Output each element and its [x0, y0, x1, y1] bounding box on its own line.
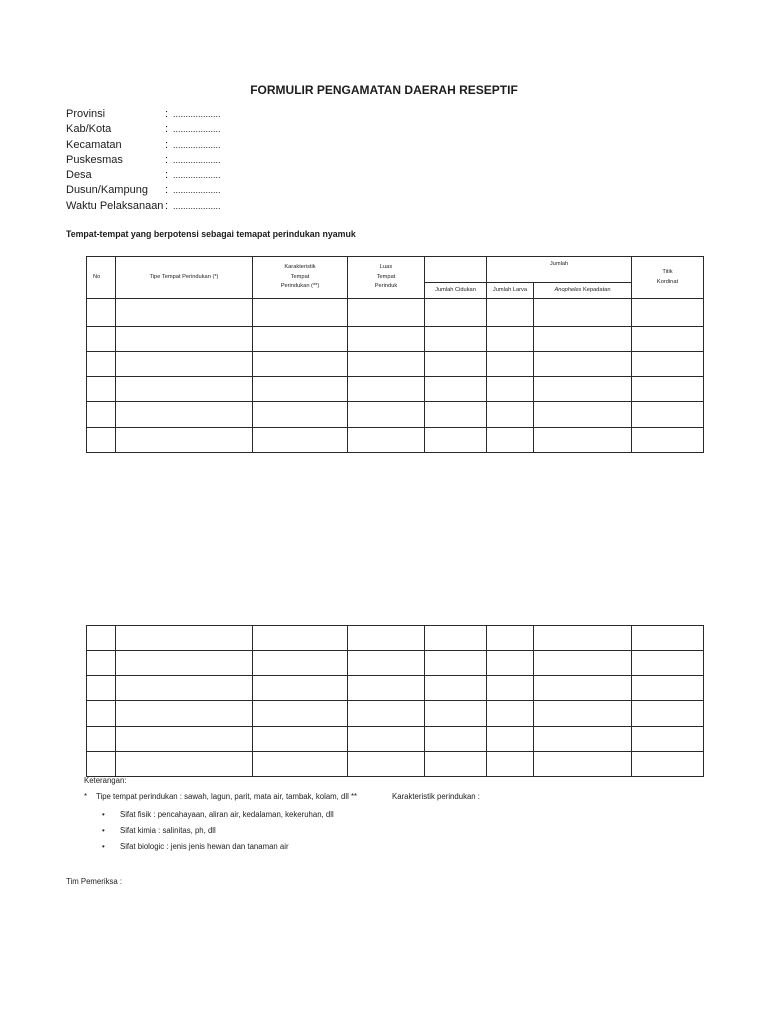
cell-anopheles-kepadatan	[534, 651, 632, 676]
field-label: Dusun/Kampung	[66, 184, 148, 197]
field-dusun-kampung	[66, 183, 221, 198]
notes-heading: Keterangan:	[84, 776, 127, 785]
cell-luas	[348, 676, 425, 701]
cell-luas	[348, 428, 425, 453]
cell-no	[87, 676, 116, 701]
header-line: Tempat	[290, 273, 310, 280]
cell-no	[87, 299, 116, 327]
cell-tipe	[116, 727, 253, 752]
cell-tipe	[116, 428, 253, 453]
table-header-row	[87, 257, 704, 283]
cell-jumlah-cidukan	[425, 727, 487, 752]
cell-anopheles-kepadatan	[534, 402, 632, 428]
signature-label: Tim Pemeriksa :	[66, 877, 123, 886]
cell-luas	[348, 752, 425, 777]
cell-no	[87, 327, 116, 352]
cell-anopheles-kepadatan	[534, 727, 632, 752]
cell-jumlah-larva	[487, 327, 534, 352]
field-separator: :	[165, 184, 169, 197]
cell-jumlah-larva	[487, 626, 534, 651]
cell-karakteristik	[253, 752, 348, 777]
table-row	[87, 377, 704, 402]
cell-tipe	[116, 701, 253, 727]
cell-tipe	[116, 676, 253, 701]
cell-jumlah-larva	[487, 752, 534, 777]
cell-jumlah-larva	[487, 402, 534, 428]
cell-tipe	[116, 352, 253, 377]
cell-titik-kordinat	[632, 701, 704, 727]
field-label: Kecamatan	[66, 138, 122, 151]
header-anopheles-kepadatan	[534, 283, 632, 299]
cell-titik-kordinat	[632, 402, 704, 428]
note-bullet-item: Sifat fisik : pencahayaan, aliran air, kedalaman, kekeruhan, dll	[120, 810, 334, 819]
cell-jumlah-larva	[487, 676, 534, 701]
cell-tipe	[116, 327, 253, 352]
field-value: ...................	[173, 109, 221, 119]
bullet-icon	[102, 826, 105, 835]
cell-karakteristik	[253, 676, 348, 701]
bullet-icon	[102, 810, 105, 819]
cell-titik-kordinat	[632, 352, 704, 377]
cell-luas	[348, 651, 425, 676]
table-row	[87, 752, 704, 777]
header-kepadatan: Kepadatan	[582, 286, 611, 293]
cell-jumlah-larva	[487, 428, 534, 453]
cell-jumlah-larva	[487, 299, 534, 327]
header-line: Kordinat	[656, 278, 679, 285]
cell-luas	[348, 299, 425, 327]
cell-karakteristik	[253, 402, 348, 428]
cell-karakteristik	[253, 727, 348, 752]
cell-jumlah-cidukan	[425, 402, 487, 428]
cell-anopheles-kepadatan	[534, 676, 632, 701]
cell-titik-kordinat	[632, 727, 704, 752]
cell-no	[87, 377, 116, 402]
cell-no	[87, 651, 116, 676]
cell-jumlah-cidukan	[425, 327, 487, 352]
cell-anopheles-kepadatan	[534, 626, 632, 651]
cell-jumlah-larva	[487, 727, 534, 752]
cell-titik-kordinat	[632, 377, 704, 402]
field-kab-kota	[66, 122, 221, 137]
header-luas	[348, 257, 425, 299]
cell-no	[87, 752, 116, 777]
header-tipe: Tipe Tempat Perindukan (*)	[116, 257, 253, 299]
field-provinsi	[66, 107, 221, 122]
cell-luas	[348, 352, 425, 377]
bullet-icon	[102, 842, 105, 851]
field-separator: :	[165, 123, 169, 136]
header-line: Perinduk	[374, 283, 398, 290]
cell-jumlah-larva	[487, 352, 534, 377]
table-row	[87, 327, 704, 352]
cell-karakteristik	[253, 626, 348, 651]
cell-karakteristik	[253, 327, 348, 352]
cell-no	[87, 701, 116, 727]
field-waktu-pelaksanaan	[66, 199, 221, 214]
section-heading: Tempat-tempat yang berpotensi sebagai temapat perindukan nyamuk	[66, 229, 356, 239]
field-label: Desa	[66, 169, 92, 182]
cell-jumlah-cidukan	[425, 299, 487, 327]
table-row	[87, 651, 704, 676]
cell-titik-kordinat	[632, 327, 704, 352]
cell-jumlah-cidukan	[425, 752, 487, 777]
field-value: ...................	[173, 154, 221, 165]
cell-anopheles-kepadatan	[534, 752, 632, 777]
header-jumlah-cidukan: Jumlah Cidukan	[425, 283, 487, 299]
cell-anopheles-kepadatan	[534, 701, 632, 727]
cell-tipe	[116, 377, 253, 402]
bullet-icon	[102, 842, 105, 851]
cell-luas	[348, 727, 425, 752]
cell-karakteristik	[253, 352, 348, 377]
cell-anopheles-kepadatan	[534, 428, 632, 453]
identity-fields	[66, 107, 221, 214]
cell-jumlah-cidukan	[425, 651, 487, 676]
field-value: ...................	[173, 200, 221, 211]
cell-titik-kordinat	[632, 752, 704, 777]
cell-karakteristik	[253, 651, 348, 676]
cell-jumlah-cidukan	[425, 352, 487, 377]
cell-no	[87, 428, 116, 453]
table-row	[87, 727, 704, 752]
field-separator: :	[165, 153, 169, 166]
cell-luas	[348, 701, 425, 727]
header-line: Perindukan (**)	[280, 283, 320, 290]
field-value: ...................	[173, 170, 221, 181]
table-row	[87, 701, 704, 727]
breeding-site-table	[86, 256, 704, 453]
cell-jumlah-cidukan	[425, 701, 487, 727]
note-bullet-item: Sifat biologic : jenis jenis hewan dan tanaman air	[120, 842, 289, 851]
header-empty	[425, 257, 487, 283]
header-no: No	[87, 257, 116, 299]
table-row	[87, 299, 704, 327]
table-row	[87, 352, 704, 377]
cell-luas	[348, 626, 425, 651]
table-row	[87, 676, 704, 701]
cell-jumlah-cidukan	[425, 626, 487, 651]
cell-no	[87, 626, 116, 651]
cell-karakteristik	[253, 377, 348, 402]
header-titik-kordinat	[632, 257, 704, 299]
header-anopheles: Anopheles	[554, 286, 582, 293]
table-row	[87, 626, 704, 651]
field-separator: :	[165, 108, 169, 120]
header-karakteristik	[253, 257, 348, 299]
field-separator: :	[165, 169, 169, 182]
cell-luas	[348, 327, 425, 352]
cell-karakteristik	[253, 299, 348, 327]
field-value: ...................	[173, 124, 221, 135]
cell-tipe	[116, 752, 253, 777]
form-title: FORMULIR PENGAMATAN DAERAH RESEPTIF	[250, 83, 518, 97]
cell-tipe	[116, 626, 253, 651]
cell-anopheles-kepadatan	[534, 299, 632, 327]
field-label: Kab/Kota	[66, 123, 112, 136]
field-label: Waktu Pelaksanaan	[66, 199, 164, 212]
table-body	[87, 299, 704, 453]
notes-marker: *	[84, 792, 88, 801]
cell-jumlah-cidukan	[425, 676, 487, 701]
header-jumlah-group: Jumlah	[487, 257, 632, 283]
field-label: Provinsi	[66, 108, 106, 120]
cell-tipe	[116, 402, 253, 428]
header-jumlah-larva: Jumlah Larva	[487, 283, 534, 299]
cell-no	[87, 402, 116, 428]
cell-titik-kordinat	[632, 626, 704, 651]
field-kecamatan	[66, 138, 221, 153]
cell-jumlah-larva	[487, 377, 534, 402]
cell-jumlah-larva	[487, 701, 534, 727]
notes-karakteristik: Karakteristik perindukan :	[392, 792, 480, 801]
cell-anopheles-kepadatan	[534, 327, 632, 352]
cell-luas	[348, 377, 425, 402]
notes-tipe: Tipe tempat perindukan : sawah, lagun, parit, mata air, tambak, kolam, dll **	[96, 792, 358, 801]
cell-titik-kordinat	[632, 428, 704, 453]
header-line: Tempat	[376, 273, 396, 280]
cell-karakteristik	[253, 701, 348, 727]
field-value: ...................	[173, 139, 221, 150]
cell-tipe	[116, 299, 253, 327]
cell-karakteristik	[253, 428, 348, 453]
cell-titik-kordinat	[632, 676, 704, 701]
breeding-site-table-continued	[86, 625, 704, 777]
field-puskesmas	[66, 153, 221, 168]
header-line: Luas	[379, 264, 393, 271]
note-bullet-item: Sifat kimia : salinitas, ph, dll	[120, 826, 216, 835]
table-row	[87, 428, 704, 453]
cell-no	[87, 727, 116, 752]
header-line: Karakteristik	[284, 264, 316, 271]
cell-jumlah-cidukan	[425, 377, 487, 402]
field-desa	[66, 168, 221, 183]
cell-jumlah-larva	[487, 651, 534, 676]
header-line: Titik	[662, 269, 673, 276]
field-separator: :	[165, 199, 169, 212]
bullet-icon	[102, 826, 105, 835]
field-value: ...................	[173, 185, 221, 196]
field-label: Puskesmas	[66, 153, 123, 166]
cell-no	[87, 352, 116, 377]
cell-anopheles-kepadatan	[534, 377, 632, 402]
cell-tipe	[116, 651, 253, 676]
cell-jumlah-cidukan	[425, 428, 487, 453]
table-row	[87, 402, 704, 428]
cell-anopheles-kepadatan	[534, 352, 632, 377]
bullet-icon	[102, 810, 105, 819]
cell-titik-kordinat	[632, 299, 704, 327]
field-separator: :	[165, 138, 169, 151]
table-body	[87, 626, 704, 777]
cell-titik-kordinat	[632, 651, 704, 676]
cell-luas	[348, 402, 425, 428]
